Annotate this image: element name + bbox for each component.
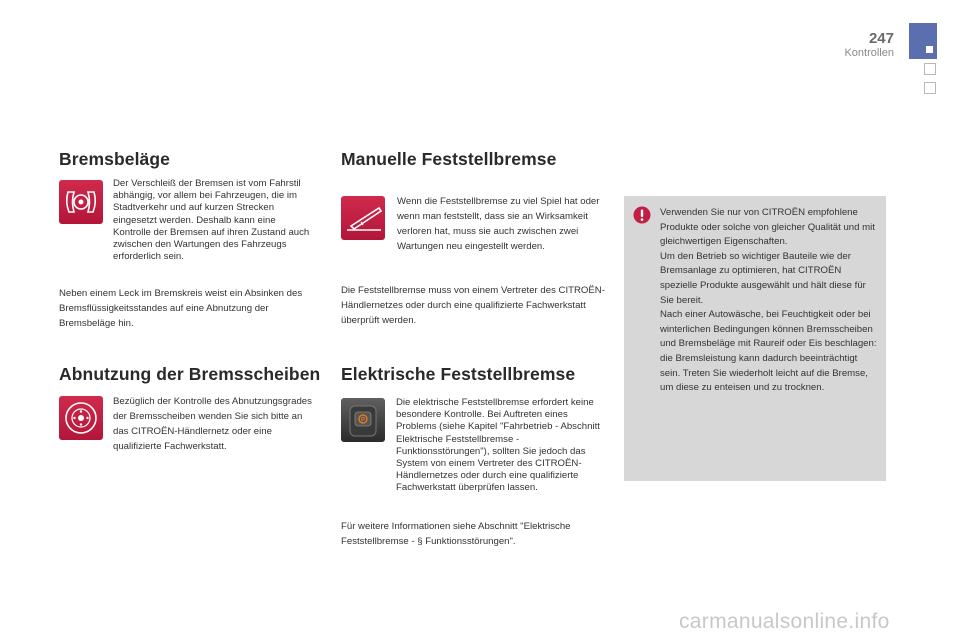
warning-text-products: Verwenden Sie nur von CITROËN empfohlene Produkte oder solche von gleicher Qualität und mit gleichwertigen Eigenschaften. xyxy=(660,207,875,248)
brake-pads-icon xyxy=(59,180,103,224)
watermark: carmanualsonline.info xyxy=(679,610,890,633)
warning-text-optimize: Um den Betrieb so wichtiger Bauteile wie der Bremsanlage zu optimieren, hat CITROËN spezielle Produkte ausgewählt und hält diese für Sie bereit. xyxy=(660,250,866,306)
page-number: 247 xyxy=(868,30,894,47)
chapter-tab-outline-2 xyxy=(924,82,936,94)
handbrake-lever-icon xyxy=(341,196,385,240)
electric-brake-icon-text: Die elektrische Feststellbremse erfordert keine besondere Kontrolle. Bei Auftreten eines Problems (siehe Kapitel "Fahrbetrieb - Abschnitt Elektrische Feststellbremse - Funktionsstörungen"), sollten Sie jedoch das System von einem Vertreter des CITROËN-Händlernetzes oder durch eine qualifizierte Fachwerkstatt überprüfen lassen. xyxy=(396,397,600,494)
electric-brake-title: Elektrische Feststellbremse xyxy=(341,364,576,384)
brake-pads-icon-text: Der Verschleiß der Bremsen ist vom Fahrstil abhängig, vor allem bei Fahrzeugen, die im Stadtverkehr und auf kurzen Strecken eingesetzt werden. Deshalb kann eine Kontrolle der Bremsen auf ihren Zustand auch zwischen den Wartungen des Fahrzeugs erforderlich sein. xyxy=(113,178,310,263)
section-name: Kontrollen xyxy=(844,47,894,59)
svg-text:P: P xyxy=(360,417,366,424)
brake-pads-title: Bremsbeläge xyxy=(59,149,171,169)
manual-brake-body: Die Feststellbremse muss von einem Vertreter des CITROËN-Händlernetzes oder durch eine qualifizierte Fachwerkstatt überprüft werden. xyxy=(341,285,605,326)
chapter-tab xyxy=(909,23,937,59)
chapter-tab-marker xyxy=(926,46,933,53)
brake-pads-body: Neben einem Leck im Bremskreis weist ein Absinken des Bremsflüssigkeitsstandes auf eine Abnutzung der Bremsbeläge hin. xyxy=(59,288,303,329)
exclamation-warning-icon xyxy=(633,206,651,224)
warning-text-ice: Nach einer Autowäsche, bei Feuchtigkeit oder bei winterlichen Bedingungen können Bremsscheiben und Bremsbeläge mit Raureif oder Eis beschlagen: die Bremsleistung kann dadurch beeinträchtigt sein. Treten Sie wiederholt leicht auf die Bremse, um diese zu enteisen und zu trocknen. xyxy=(660,309,877,394)
brake-discs-icon-text: Bezüglich der Kontrolle des Abnutzungsgrades der Bremsscheiben wenden Sie sich bitte an das CITROËN-Händlernetz oder eine qualifizierte Fachwerkstatt. xyxy=(113,396,312,452)
warning-box xyxy=(624,196,886,481)
manual-brake-title: Manuelle Feststellbremse xyxy=(341,149,557,169)
brake-discs-title: Abnutzung der Bremsscheiben xyxy=(59,364,321,384)
warning-text xyxy=(660,206,880,396)
electric-brake-body: Für weitere Informationen siehe Abschnitt "Elektrische Feststellbremse - § Funktionsstörungen". xyxy=(341,521,571,547)
electric-brake-switch-icon xyxy=(341,398,385,442)
brake-disc-icon xyxy=(59,396,103,440)
chapter-tab-outline-1 xyxy=(924,63,936,75)
manual-brake-icon-text: Wenn die Feststellbremse zu viel Spiel hat oder wenn man feststellt, dass sie an Wirksamkeit verloren hat, muss sie auch zwischen zwei Wartungen neu eingestellt werden. xyxy=(397,196,600,252)
